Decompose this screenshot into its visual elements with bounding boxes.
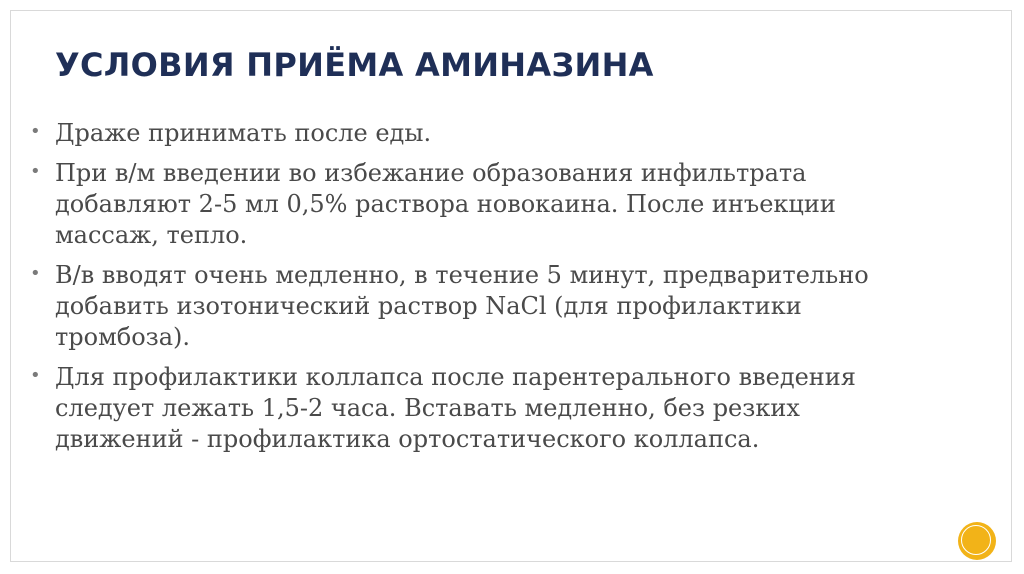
bullet-list <box>30 118 955 464</box>
bullet-dot-icon: • <box>30 263 41 284</box>
bullet-dot-icon: • <box>30 121 41 142</box>
bullet-text: В/в вводят очень медленно, в течение 5 минут, предварительно добавить изотонический раствор NaCl (для профилактики тромбоза). <box>55 261 869 351</box>
bullet-item <box>30 118 955 149</box>
bullet-item <box>30 260 955 353</box>
bullet-item <box>30 362 955 455</box>
slide-title: УСЛОВИЯ ПРИЁМА АМИНАЗИНА <box>55 46 654 84</box>
slide-badge-icon <box>958 522 996 560</box>
bullet-item <box>30 158 955 251</box>
bullet-dot-icon: • <box>30 365 41 386</box>
bullet-text: Для профилактики коллапса после парентерального введения следует лежать 1,5-2 часа. Вставать медленно, без резких движений - профилактика ортостатического коллапса. <box>55 363 856 453</box>
bullet-dot-icon: • <box>30 161 41 182</box>
bullet-text: Драже принимать после еды. <box>55 119 432 147</box>
bullet-text: При в/м введении во избежание образования инфильтрата добавляют 2-5 мл 0,5% раствора новокаина. После инъекции массаж, тепло. <box>55 159 836 249</box>
